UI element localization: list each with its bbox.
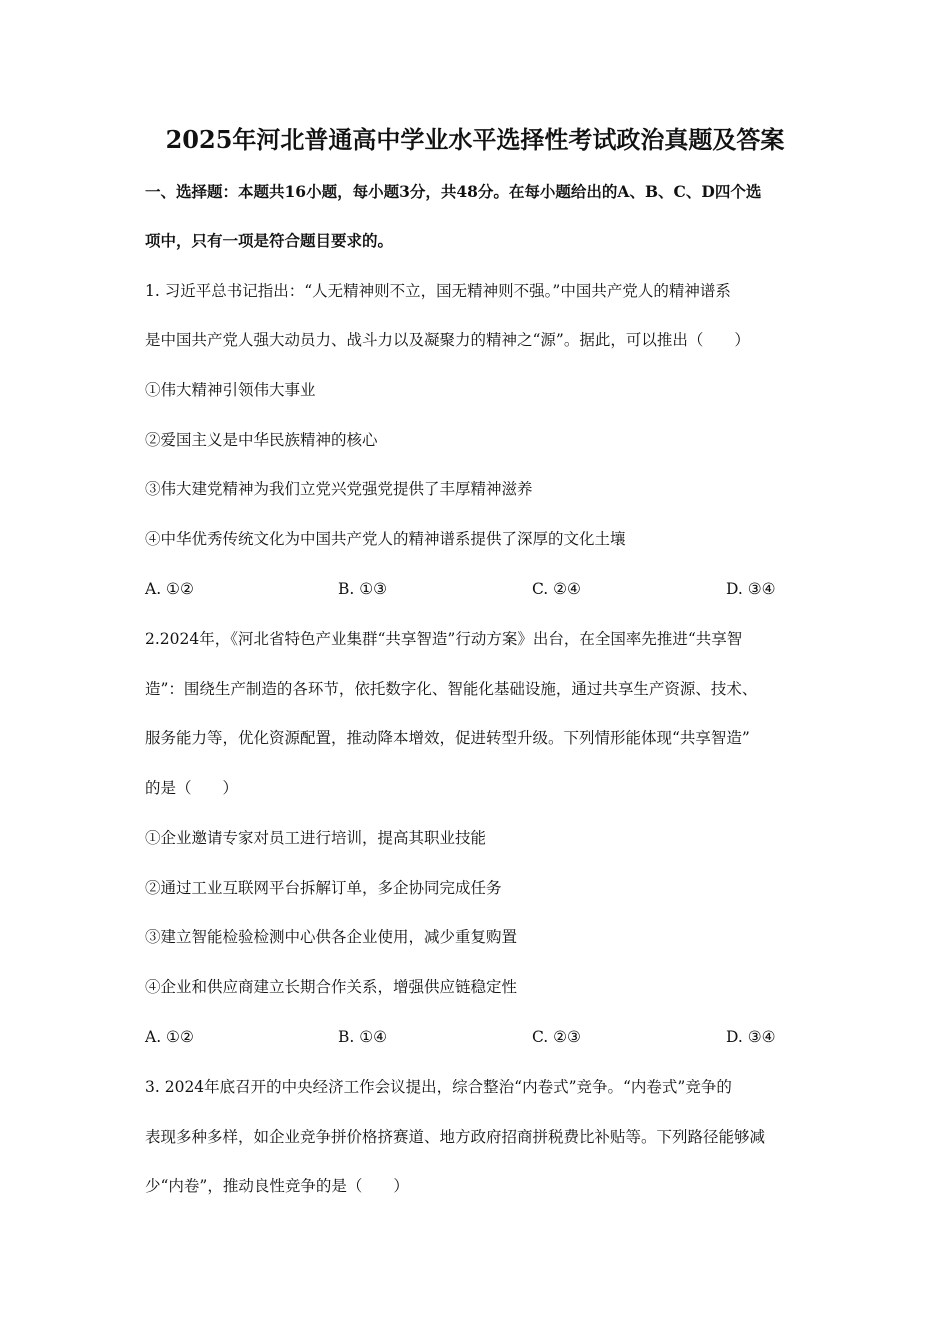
section-instructions-line-2: 项中，只有一项是符合题目要求的。: [145, 231, 394, 250]
question-1-stem-line-1: 1. 习近平总书记指出：“人无精神则不立，国无精神则不强。”中国共产党人的精神谱系: [145, 282, 731, 300]
question-3-stem-line-2: 表现多种多样，如企业竞争拼价格挤赛道、地方政府招商拼税费比补贴等。下列路径能够减: [145, 1128, 766, 1146]
question-2-stem-line-3: 服务能力等，优化资源配置，推动降本增效，促进转型升级。下列情形能体现“共享智造”: [145, 729, 750, 747]
question-1-options: [145, 577, 815, 601]
question-2-item-3: ③建立智能检验检测中心供各企业使用，减少重复购置: [145, 928, 518, 946]
question-3-stem-line-1: 3. 2024年底召开的中央经济工作会议提出，综合整治“内卷式”竞争。“内卷式”竞争的: [145, 1078, 732, 1096]
question-2-option-b: B. ①④: [338, 1028, 388, 1046]
question-3-stem-line-3: 少“内卷”，推动良性竞争的是（ ）: [145, 1177, 409, 1195]
question-2-option-a: A. ①②: [145, 1028, 194, 1046]
question-1-option-c: C. ②④: [532, 580, 581, 598]
section-instructions-line-1: 一、选择题：本题共16小题，每小题3分，共48分。在每小题给出的A、B、C、D四个选: [145, 182, 762, 201]
question-2-option-c: C. ②③: [532, 1028, 581, 1046]
question-1-item-1: ①伟大精神引领伟大事业: [145, 381, 316, 399]
question-1-item-4: ④中华优秀传统文化为中国共产党人的精神谱系提供了深厚的文化土壤: [145, 530, 626, 548]
question-2-option-d: D. ③④: [726, 1028, 776, 1046]
question-1-item-2: ②爱国主义是中华民族精神的核心: [145, 431, 378, 449]
question-2-stem-line-1: 2.2024年，《河北省特色产业集群“共享智造”行动方案》出台，在全国率先推进“共享智: [145, 630, 743, 648]
question-2-item-4: ④企业和供应商建立长期合作关系，增强供应链稳定性: [145, 978, 518, 996]
question-1-option-d: D. ③④: [726, 580, 776, 598]
question-1-option-b: B. ①③: [338, 580, 388, 598]
question-2-options: [145, 1025, 815, 1049]
question-2-item-2: ②通过工业互联网平台拆解订单，多企协同完成任务: [145, 879, 502, 897]
document-title: 2025年河北普通高中学业水平选择性考试政治真题及答案: [165, 125, 785, 154]
question-1-stem-line-2: 是中国共产党人强大动员力、战斗力以及凝聚力的精神之“源”。据此，可以推出（ ）: [145, 331, 750, 349]
question-1-item-3: ③伟大建党精神为我们立党兴党强党提供了丰厚精神滋养: [145, 480, 533, 498]
question-2-stem-line-2: 造”：围绕生产制造的各环节，依托数字化、智能化基础设施，通过共享生产资源、技术、: [145, 680, 758, 698]
question-1-option-a: A. ①②: [145, 580, 194, 598]
question-2-item-1: ①企业邀请专家对员工进行培训，提高其职业技能: [145, 829, 487, 847]
question-2-stem-line-4: 的是（ ）: [145, 779, 239, 797]
